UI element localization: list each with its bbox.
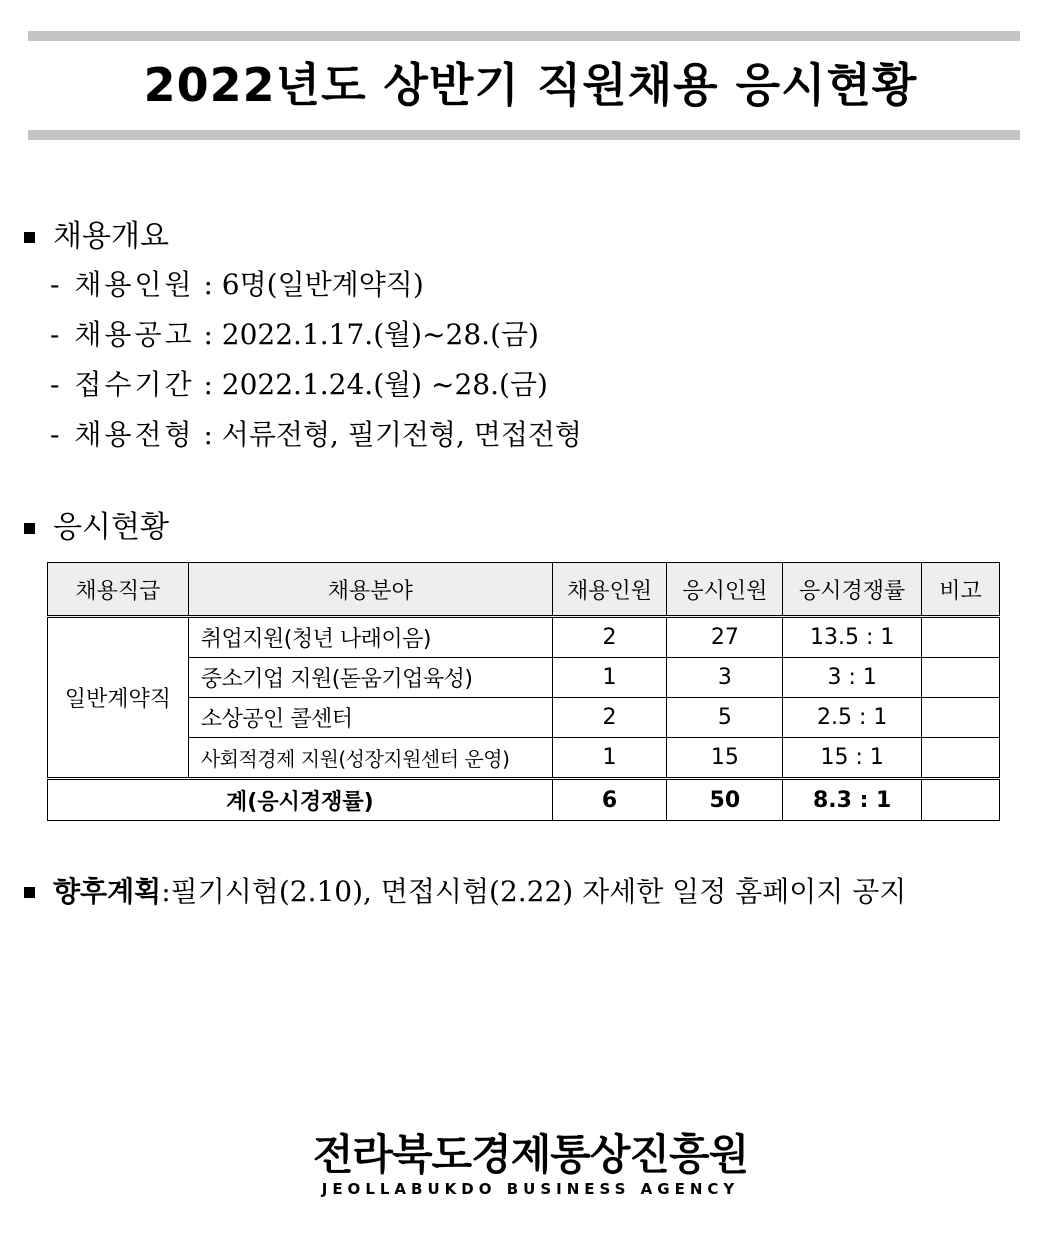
overview-heading: [24, 217, 169, 257]
header-note: 비고: [922, 563, 1000, 617]
cell-applicants: 3: [667, 658, 783, 698]
cell-applicants: 5: [667, 698, 783, 738]
cell-hire: 1: [552, 658, 667, 698]
header-ratio: 응시경쟁률: [783, 563, 922, 617]
status-heading: [24, 508, 169, 548]
header-hire: 채용인원: [552, 563, 667, 617]
overview-item-sep: :: [194, 268, 222, 301]
header-applicants: 응시인원: [667, 563, 783, 617]
cell-note: [922, 617, 1000, 658]
overview-item-headcount: [50, 266, 424, 304]
org-logo-english: JEOLLABUKDO BUSINESS AGENCY: [321, 1180, 740, 1198]
cell-total-ratio: 8.3 : 1: [783, 779, 922, 821]
table-header-row: [48, 563, 1000, 617]
status-heading-text: 응시현황: [53, 510, 169, 545]
cell-total-label: 계(응시경쟁률): [48, 779, 553, 821]
cell-total-applicants: 50: [667, 779, 783, 821]
plan-text: 필기시험(2.10), 면접시험(2.22) 자세한 일정 홈페이지 공지: [170, 875, 907, 908]
cell-applicants: 27: [667, 617, 783, 658]
cell-hire: 1: [552, 738, 667, 779]
overview-item-value: 2022.1.17.(월)~28.(금): [221, 318, 539, 351]
overview-item-label: - 채용전형: [50, 418, 195, 451]
overview-item-value: 서류전형, 필기전형, 면접전형: [221, 418, 582, 451]
cell-grade: 일반계약직: [48, 617, 189, 779]
header-field: 채용분야: [188, 563, 552, 617]
cell-ratio: 3 : 1: [783, 658, 922, 698]
top-rule: [28, 31, 1020, 41]
overview-item-sep: :: [194, 368, 222, 401]
cell-total-hire: 6: [552, 779, 667, 821]
overview-item-label: - 채용공고: [50, 318, 195, 351]
table-row: [48, 658, 1000, 698]
cell-note: [922, 698, 1000, 738]
cell-hire: 2: [552, 698, 667, 738]
table-row: [48, 698, 1000, 738]
overview-item-label: - 접수기간: [50, 368, 195, 401]
cell-field: 사회적경제 지원(성장지원센터 운영): [188, 738, 552, 779]
square-bullet-icon: [24, 523, 35, 534]
overview-item-value: 2022.1.24.(월) ~28.(금): [221, 368, 548, 401]
cell-field: 중소기업 지원(돋움기업육성): [188, 658, 552, 698]
plan-sep: :: [161, 875, 171, 908]
plan-line: [24, 872, 906, 912]
page-title: 2022년도 상반기 직원채용 응시현황: [143, 58, 918, 112]
cell-note: [922, 658, 1000, 698]
table-row: [48, 617, 1000, 658]
cell-hire: 2: [552, 617, 667, 658]
cell-ratio: 2.5 : 1: [783, 698, 922, 738]
overview-item-application-period: [50, 366, 548, 404]
overview-item-sep: :: [194, 318, 222, 351]
org-logo-korean: 전라북도경제통상진흥원: [312, 1130, 749, 1179]
header-grade: 채용직급: [48, 563, 189, 617]
plan-label: 향후계획: [53, 875, 162, 908]
table-total-row: [48, 779, 1000, 821]
cell-total-note: [922, 779, 1000, 821]
square-bullet-icon: [24, 232, 35, 243]
overview-item-value: 6명(일반계약직): [221, 268, 424, 301]
square-bullet-icon: [24, 887, 35, 898]
bottom-rule: [28, 130, 1020, 140]
status-table: [47, 562, 1000, 821]
cell-field: 소상공인 콜센터: [188, 698, 552, 738]
cell-ratio: 15 : 1: [783, 738, 922, 779]
overview-item-announcement: [50, 316, 539, 354]
overview-heading-text: 채용개요: [53, 219, 169, 254]
overview-item-sep: :: [194, 418, 222, 451]
cell-note: [922, 738, 1000, 779]
cell-field: 취업지원(청년 나래이음): [188, 617, 552, 658]
overview-item-label: - 채용인원: [50, 268, 195, 301]
overview-item-process: [50, 416, 582, 454]
cell-ratio: 13.5 : 1: [783, 617, 922, 658]
table-row: [48, 738, 1000, 779]
cell-applicants: 15: [667, 738, 783, 779]
